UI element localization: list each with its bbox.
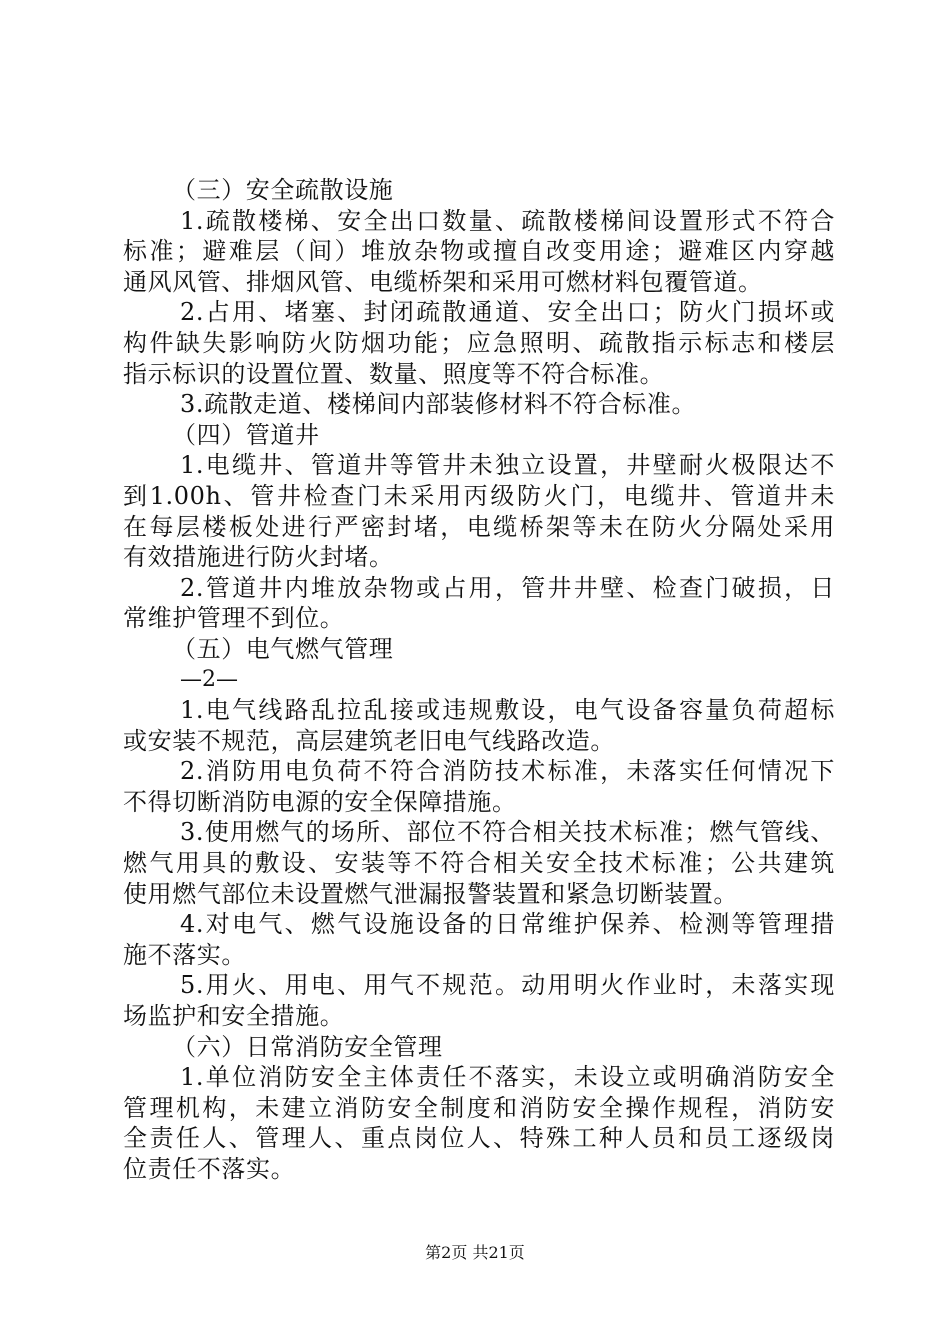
text-line: 指示标识的设置位置、数量、照度等不符合标准。 <box>123 359 665 388</box>
text-line: 有效措施进行防火封堵。 <box>123 543 394 572</box>
page-footer: 第2页 共21页 <box>425 1243 525 1262</box>
text-line: 全责任人、管理人、重点岗位人、特殊工种人员和员工逐级岗 <box>123 1124 835 1153</box>
text-line: 场监护和安全措施。 <box>123 1002 345 1031</box>
text-line: 不得切断消防电源的安全保障措施。 <box>123 787 517 816</box>
text-line: 或安装不规范，高层建筑老旧电气线路改造。 <box>123 726 615 755</box>
text-line: 使用燃气部位未设置燃气泄漏报警装置和紧急切断装置。 <box>123 879 738 908</box>
text-line: 管理机构，未建立消防安全制度和消防安全操作规程，消防安 <box>123 1093 835 1122</box>
text-line: 1.单位消防安全主体责任不落实，未设立或明确消防安全 <box>180 1063 835 1092</box>
text-line: 到1.00h、管井检查门未采用丙级防火门，电缆井、管道井未 <box>123 481 835 510</box>
text-line: 2.管道井内堆放杂物或占用，管井井壁、检查门破损，日 <box>180 573 835 602</box>
section-heading: （五）电气燃气管理 <box>172 634 394 663</box>
text-line: 3.疏散走道、楼梯间内部装修材料不符合标准。 <box>180 390 697 419</box>
text-line: 标准；避难层（间）堆放杂物或擅自改变用途；避难区内穿越 <box>123 237 835 266</box>
text-line: 1.电缆井、管道井等管井未独立设置，井壁耐火极限达不 <box>180 451 835 480</box>
text-line: 施不落实。 <box>123 940 246 969</box>
section-heading: （四）管道井 <box>172 420 320 449</box>
text-line: 常维护管理不到位。 <box>123 604 345 633</box>
inline-page-number: —2— <box>180 666 238 692</box>
document-body <box>123 175 835 1185</box>
text-line: 在每层楼板处进行严密封堵，电缆桥架等未在防火分隔处采用 <box>123 512 835 541</box>
text-line: 2.占用、堵塞、封闭疏散通道、安全出口；防火门损坏或 <box>180 298 835 327</box>
text-line: 1.疏散楼梯、安全出口数量、疏散楼梯间设置形式不符合 <box>180 206 835 235</box>
section-heading: （三）安全疏散设施 <box>172 176 394 204</box>
text-line: 5.用火、用电、用气不规范。动用明火作业时，未落实现 <box>180 971 835 1000</box>
text-line: 2.消防用电负荷不符合消防技术标准，未落实任何情况下 <box>180 757 835 786</box>
text-line: 3.使用燃气的场所、部位不符合相关技术标准；燃气管线、 <box>180 818 835 847</box>
text-line: 位责任不落实。 <box>123 1155 296 1183</box>
text-line: 燃气用具的敷设、安装等不符合相关安全技术标准；公共建筑 <box>123 849 835 878</box>
text-line: 构件缺失影响防火防烟功能；应急照明、疏散指示标志和楼层 <box>123 328 835 357</box>
text-line: 1.电气线路乱拉乱接或违规敷设，电气设备容量负荷超标 <box>180 696 835 725</box>
text-line: 通风风管、排烟风管、电缆桥架和采用可燃材料包覆管道。 <box>123 267 763 296</box>
section-heading: （六）日常消防安全管理 <box>172 1032 443 1061</box>
text-line: 4.对电气、燃气设施设备的日常维护保养、检测等管理措 <box>180 910 835 939</box>
